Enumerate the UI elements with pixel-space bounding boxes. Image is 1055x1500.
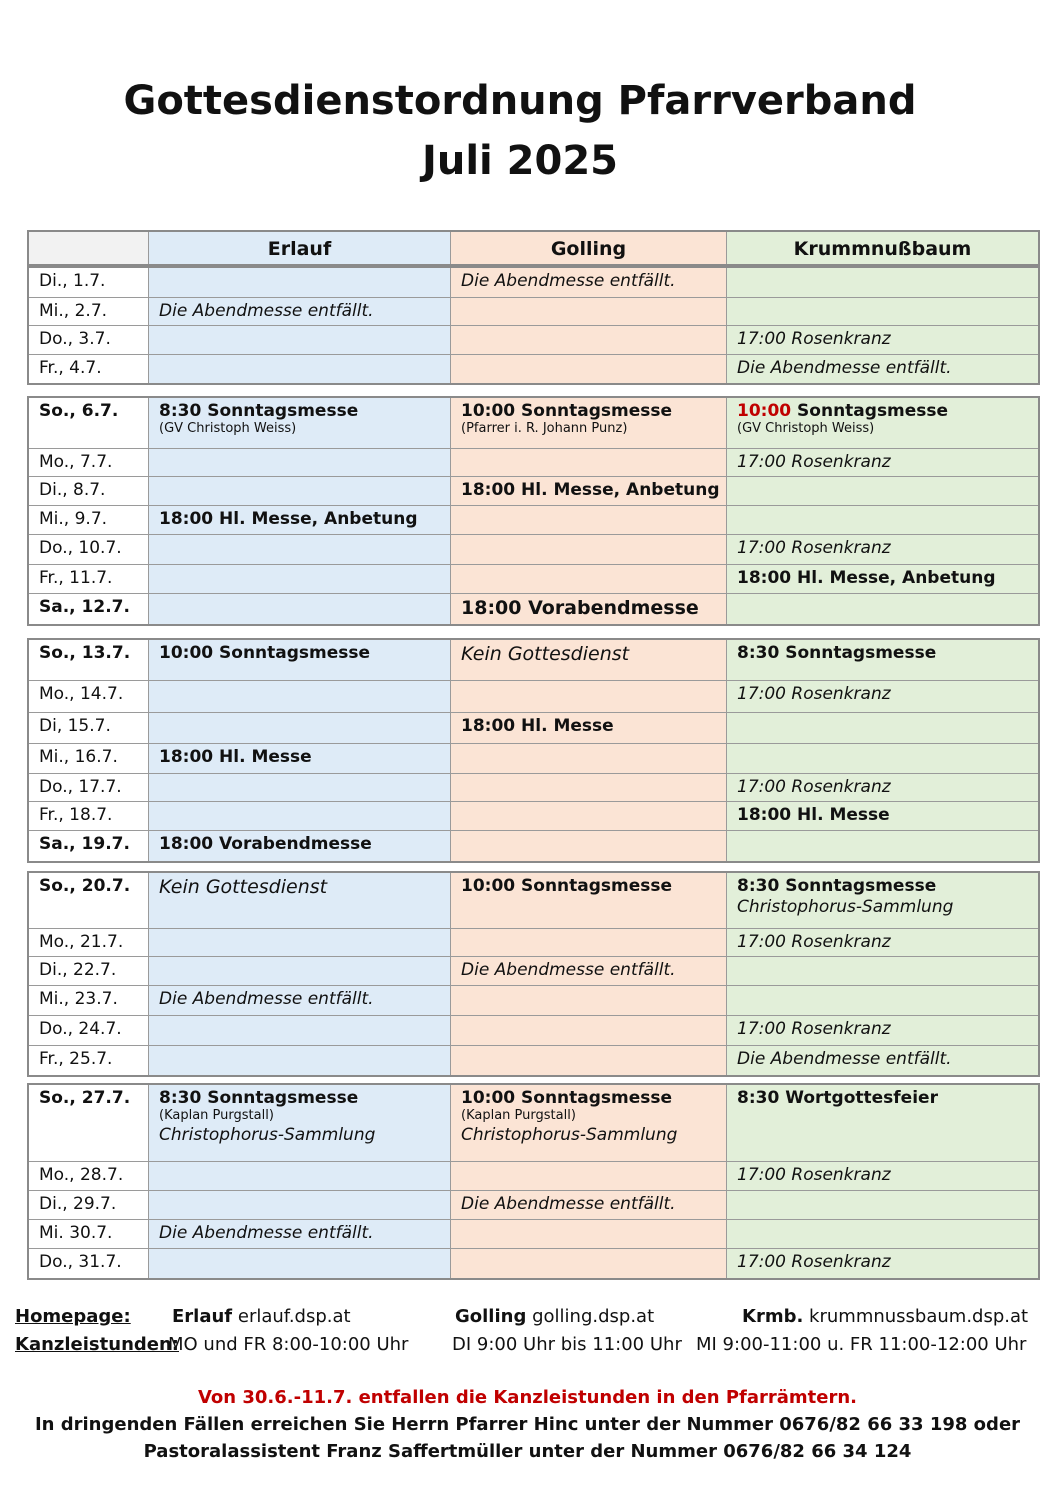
table-row bbox=[29, 985, 1038, 1015]
golling-entry bbox=[450, 1046, 726, 1075]
krumm-entry: 17:00 Rosenkranz bbox=[726, 535, 1038, 564]
golling-entry: Die Abendmesse entfällt. bbox=[450, 957, 726, 985]
collection-note: Christophorus-Sammlung bbox=[737, 897, 954, 917]
golling-entry bbox=[450, 929, 726, 956]
day-label: Fr., 11.7. bbox=[29, 565, 148, 593]
golling-entry: Kein Gottesdienst bbox=[450, 640, 726, 680]
day-label: Mi., 2.7. bbox=[29, 298, 148, 325]
krumm-entry: 18:00 Hl. Messe bbox=[726, 802, 1038, 830]
krumm-entry bbox=[726, 744, 1038, 773]
golling-entry bbox=[450, 398, 726, 448]
krumm-entry: 17:00 Rosenkranz bbox=[726, 1162, 1038, 1190]
krumm-entry bbox=[726, 713, 1038, 743]
krumm-entry: 17:00 Rosenkranz bbox=[726, 929, 1038, 956]
homepage-golling[interactable]: Golling golling.dsp.at bbox=[455, 1306, 655, 1327]
header-blank bbox=[29, 232, 148, 264]
table-row bbox=[29, 297, 1038, 325]
service-label: 8:30 Sonntagsmesse bbox=[159, 1088, 359, 1108]
homepage-krummnussbaum[interactable]: Krmb. krummnussbaum.dsp.at bbox=[742, 1306, 1029, 1327]
erlauf-entry bbox=[148, 1249, 450, 1278]
service-label: 8:30 Sonntagsmesse bbox=[159, 401, 359, 421]
krumm-entry bbox=[726, 477, 1038, 505]
krumm-entry: 8:30 Wortgottesfeier bbox=[726, 1085, 1038, 1161]
golling-entry bbox=[450, 298, 726, 325]
krumm-entry bbox=[726, 594, 1038, 624]
table-row bbox=[29, 448, 1038, 476]
day-label: So., 13.7. bbox=[29, 640, 148, 680]
day-label: Mo., 7.7. bbox=[29, 449, 148, 476]
day-label: Di., 22.7. bbox=[29, 957, 148, 985]
erlauf-entry bbox=[148, 1085, 450, 1161]
day-label: Fr., 25.7. bbox=[29, 1046, 148, 1075]
golling-entry bbox=[450, 326, 726, 354]
office-hours-erlauf: MO und FR 8:00-10:00 Uhr bbox=[168, 1334, 409, 1355]
day-label: Di, 15.7. bbox=[29, 713, 148, 743]
erlauf-entry bbox=[148, 957, 450, 985]
table-row bbox=[29, 773, 1038, 801]
service-label: Sonntagsmesse bbox=[791, 401, 949, 421]
service-label: 10:00 Sonntagsmesse bbox=[461, 1088, 673, 1108]
homepage-label: Homepage: bbox=[15, 1306, 131, 1327]
golling-entry: 18:00 Hl. Messe, Anbetung bbox=[450, 477, 726, 505]
table-row bbox=[29, 593, 1038, 624]
service-label: 8:30 Sonntagsmesse bbox=[737, 876, 937, 896]
day-label: Do., 31.7. bbox=[29, 1249, 148, 1278]
table-row bbox=[29, 1219, 1038, 1248]
erlauf-entry: Die Abendmesse entfällt. bbox=[148, 298, 450, 325]
krumm-entry bbox=[726, 873, 1038, 928]
office-hours-label: Kanzleistunden: bbox=[15, 1334, 179, 1355]
day-label: So., 27.7. bbox=[29, 1085, 148, 1161]
golling-entry bbox=[450, 774, 726, 801]
erlauf-entry: 10:00 Sonntagsmesse bbox=[148, 640, 450, 680]
service-label: 10:00 Sonntagsmesse bbox=[461, 401, 673, 421]
golling-entry: Die Abendmesse entfällt. bbox=[450, 1191, 726, 1219]
day-label: Di., 8.7. bbox=[29, 477, 148, 505]
office-hours-golling: DI 9:00 Uhr bis 11:00 Uhr bbox=[452, 1334, 682, 1355]
erlauf-entry: Die Abendmesse entfällt. bbox=[148, 986, 450, 1015]
krumm-entry: 17:00 Rosenkranz bbox=[726, 681, 1038, 712]
office-hours-krummnussbaum: MI 9:00-11:00 u. FR 11:00-12:00 Uhr bbox=[696, 1334, 1027, 1355]
table-row bbox=[29, 534, 1038, 564]
table-row bbox=[29, 712, 1038, 743]
erlauf-entry: Kein Gottesdienst bbox=[148, 873, 450, 928]
table-row bbox=[29, 505, 1038, 534]
table-row bbox=[29, 1085, 1038, 1161]
golling-entry bbox=[450, 506, 726, 534]
erlauf-entry bbox=[148, 1046, 450, 1075]
header-krummnussbaum: Krummnußbaum bbox=[726, 232, 1038, 264]
golling-entry bbox=[450, 986, 726, 1015]
week-3-table bbox=[27, 638, 1040, 863]
golling-entry bbox=[450, 1016, 726, 1045]
erlauf-entry bbox=[148, 535, 450, 564]
header-erlauf: Erlauf bbox=[148, 232, 450, 264]
closure-notice: Von 30.6.-11.7. entfallen die Kanzleistunden in den Pfarrämtern. bbox=[197, 1387, 858, 1408]
erlauf-entry bbox=[148, 1016, 450, 1045]
table-row bbox=[29, 830, 1038, 861]
day-label: Do., 24.7. bbox=[29, 1016, 148, 1045]
golling-entry bbox=[450, 1220, 726, 1248]
table-row bbox=[29, 743, 1038, 773]
collection-note: Christophorus-Sammlung bbox=[461, 1125, 678, 1145]
erlauf-entry bbox=[148, 565, 450, 593]
page-title: Gottesdienstordnung Pfarrverband bbox=[123, 78, 917, 124]
krumm-entry: 18:00 Hl. Messe, Anbetung bbox=[726, 565, 1038, 593]
week-1-table bbox=[27, 266, 1040, 385]
service-time: 10:00 bbox=[737, 401, 792, 421]
krumm-entry bbox=[726, 957, 1038, 985]
erlauf-entry bbox=[148, 594, 450, 624]
golling-entry bbox=[450, 355, 726, 383]
krumm-entry: 8:30 Sonntagsmesse bbox=[726, 640, 1038, 680]
erlauf-entry bbox=[148, 774, 450, 801]
erlauf-entry bbox=[148, 1191, 450, 1219]
celebrant: (Kaplan Purgstall) bbox=[159, 1108, 274, 1123]
erlauf-entry bbox=[148, 681, 450, 712]
table-row bbox=[29, 1161, 1038, 1190]
golling-entry bbox=[450, 1249, 726, 1278]
golling-entry bbox=[450, 565, 726, 593]
krumm-entry bbox=[726, 1191, 1038, 1219]
emergency-contact-line-2: Pastoralassistent Franz Saffertmüller unter der Nummer 0676/82 66 34 124 bbox=[143, 1441, 912, 1462]
krumm-entry bbox=[726, 986, 1038, 1015]
day-label: Sa., 12.7. bbox=[29, 594, 148, 624]
krumm-entry bbox=[726, 298, 1038, 325]
krumm-entry bbox=[726, 506, 1038, 534]
krumm-entry: 17:00 Rosenkranz bbox=[726, 449, 1038, 476]
golling-entry bbox=[450, 802, 726, 830]
header-golling: Golling bbox=[450, 232, 726, 264]
day-label: Mi., 9.7. bbox=[29, 506, 148, 534]
krumm-entry bbox=[726, 1220, 1038, 1248]
krumm-entry: Die Abendmesse entfällt. bbox=[726, 1046, 1038, 1075]
table-row bbox=[29, 325, 1038, 354]
day-label: Do., 3.7. bbox=[29, 326, 148, 354]
day-label: Mo., 21.7. bbox=[29, 929, 148, 956]
krumm-entry: 17:00 Rosenkranz bbox=[726, 774, 1038, 801]
erlauf-entry bbox=[148, 713, 450, 743]
day-label: Di., 29.7. bbox=[29, 1191, 148, 1219]
golling-entry bbox=[450, 1085, 726, 1161]
table-row bbox=[29, 564, 1038, 593]
schedule-header bbox=[27, 230, 1040, 266]
day-label: Sa., 19.7. bbox=[29, 831, 148, 861]
day-label: Mo., 28.7. bbox=[29, 1162, 148, 1190]
day-label: Fr., 18.7. bbox=[29, 802, 148, 830]
week-2-table bbox=[27, 396, 1040, 626]
table-row bbox=[29, 928, 1038, 956]
golling-entry: 18:00 Hl. Messe bbox=[450, 713, 726, 743]
erlauf-entry: 18:00 Hl. Messe bbox=[148, 744, 450, 773]
day-label: Do., 17.7. bbox=[29, 774, 148, 801]
krumm-entry: 17:00 Rosenkranz bbox=[726, 326, 1038, 354]
day-label: Mo., 14.7. bbox=[29, 681, 148, 712]
erlauf-entry: 18:00 Vorabendmesse bbox=[148, 831, 450, 861]
erlauf-entry bbox=[148, 355, 450, 383]
celebrant: (GV Christoph Weiss) bbox=[737, 421, 875, 436]
celebrant: (Pfarrer i. R. Johann Punz) bbox=[461, 421, 628, 436]
table-row bbox=[29, 640, 1038, 680]
golling-entry bbox=[450, 831, 726, 861]
krumm-entry: Die Abendmesse entfällt. bbox=[726, 355, 1038, 383]
golling-entry: Die Abendmesse entfällt. bbox=[450, 268, 726, 297]
celebrant: (GV Christoph Weiss) bbox=[159, 421, 297, 436]
erlauf-entry bbox=[148, 398, 450, 448]
table-row bbox=[29, 680, 1038, 712]
collection-note: Christophorus-Sammlung bbox=[159, 1125, 376, 1145]
golling-entry bbox=[450, 744, 726, 773]
table-row bbox=[29, 1015, 1038, 1045]
table-row bbox=[29, 1045, 1038, 1075]
golling-entry bbox=[450, 1162, 726, 1190]
table-row bbox=[29, 398, 1038, 448]
erlauf-entry bbox=[148, 449, 450, 476]
krumm-entry: 17:00 Rosenkranz bbox=[726, 1249, 1038, 1278]
table-row bbox=[29, 873, 1038, 928]
table-row bbox=[29, 354, 1038, 383]
week-5-table bbox=[27, 1083, 1040, 1280]
table-row bbox=[29, 1248, 1038, 1278]
day-label: Do., 10.7. bbox=[29, 535, 148, 564]
erlauf-entry bbox=[148, 929, 450, 956]
golling-entry: 18:00 Vorabendmesse bbox=[450, 594, 726, 624]
day-label: Mi., 23.7. bbox=[29, 986, 148, 1015]
erlauf-entry: Die Abendmesse entfällt. bbox=[148, 1220, 450, 1248]
table-row bbox=[29, 476, 1038, 505]
erlauf-entry bbox=[148, 1162, 450, 1190]
erlauf-entry bbox=[148, 268, 450, 297]
erlauf-entry bbox=[148, 326, 450, 354]
table-row bbox=[29, 956, 1038, 985]
day-label: Fr., 4.7. bbox=[29, 355, 148, 383]
erlauf-entry bbox=[148, 802, 450, 830]
erlauf-entry bbox=[148, 477, 450, 505]
emergency-contact-line-1: In dringenden Fällen erreichen Sie Herrn Pfarrer Hinc unter der Nummer 0676/82 66 33 198 oder bbox=[34, 1414, 1021, 1435]
homepage-erlauf[interactable]: Erlauf erlauf.dsp.at bbox=[172, 1306, 351, 1327]
krumm-entry bbox=[726, 398, 1038, 448]
celebrant: (Kaplan Purgstall) bbox=[461, 1108, 576, 1123]
day-label: Mi., 16.7. bbox=[29, 744, 148, 773]
day-label: Di., 1.7. bbox=[29, 268, 148, 297]
golling-entry bbox=[450, 449, 726, 476]
table-row bbox=[29, 1190, 1038, 1219]
day-label: So., 6.7. bbox=[29, 398, 148, 448]
table-row bbox=[29, 801, 1038, 830]
day-label: So., 20.7. bbox=[29, 873, 148, 928]
krumm-entry bbox=[726, 268, 1038, 297]
week-4-table bbox=[27, 871, 1040, 1077]
erlauf-entry: 18:00 Hl. Messe, Anbetung bbox=[148, 506, 450, 534]
golling-entry bbox=[450, 681, 726, 712]
page-subtitle: Juli 2025 bbox=[421, 138, 619, 184]
golling-entry bbox=[450, 535, 726, 564]
table-row bbox=[29, 268, 1038, 297]
day-label: Mi. 30.7. bbox=[29, 1220, 148, 1248]
krumm-entry: 17:00 Rosenkranz bbox=[726, 1016, 1038, 1045]
golling-entry: 10:00 Sonntagsmesse bbox=[450, 873, 726, 928]
krumm-entry bbox=[726, 831, 1038, 861]
